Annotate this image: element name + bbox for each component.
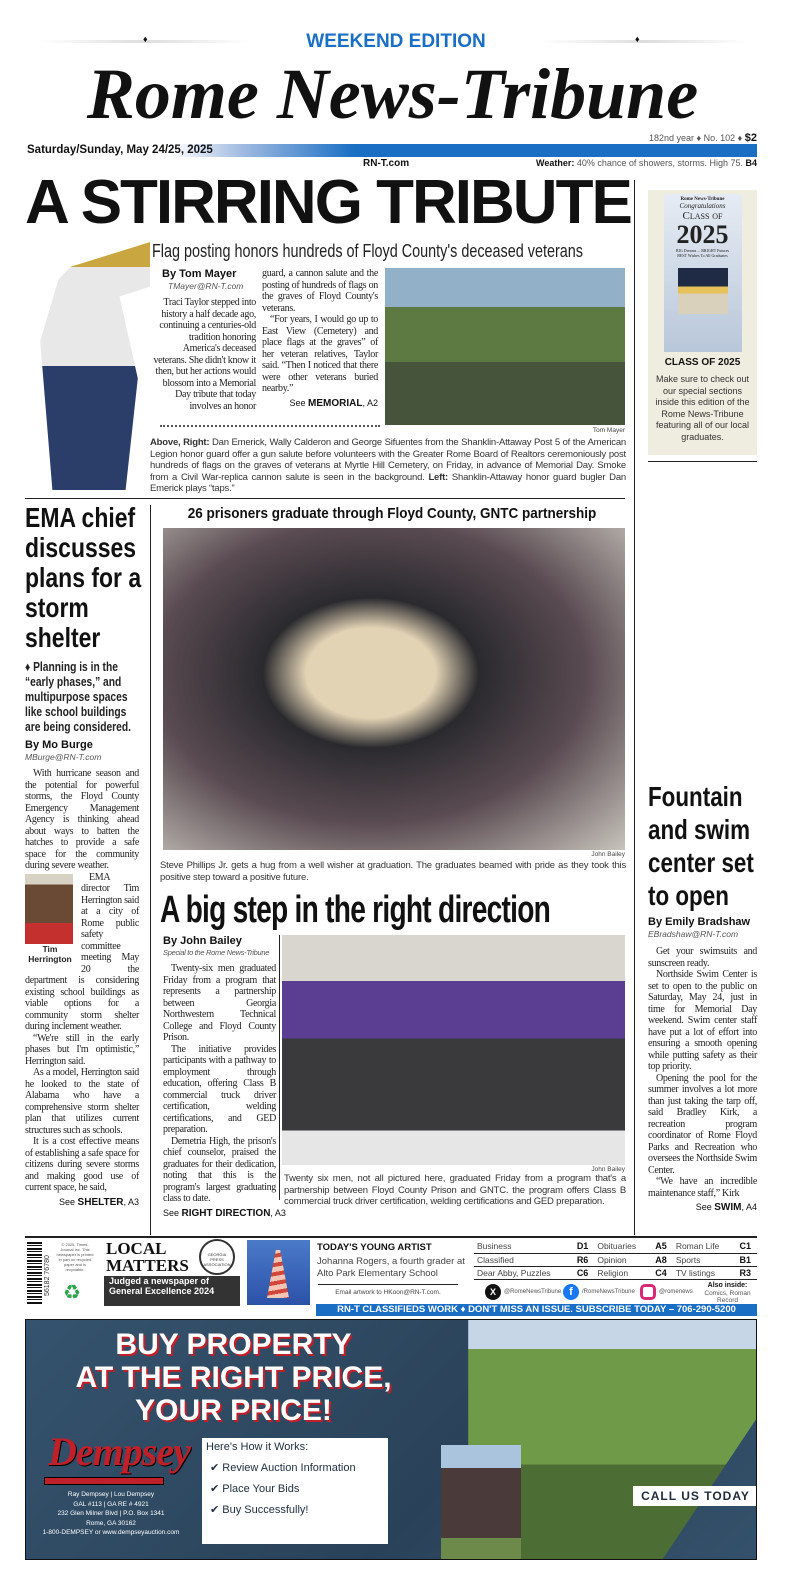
- photo-credit: John Bailey: [591, 851, 625, 858]
- artist-rule: [318, 1284, 458, 1285]
- lead-subhead: Flag posting honors hundreds of Floyd County's deceased veterans: [152, 241, 584, 261]
- index-item[interactable]: Roman Life: [673, 1240, 732, 1253]
- tim-herrington-mugshot: [25, 874, 73, 944]
- issue-date: Saturday/Sunday, May 24/25, 2025: [27, 144, 213, 156]
- website-link[interactable]: RN-T.com: [363, 158, 410, 169]
- lead-body-col2: guard, a cannon salute and the posting of hundreds of flags on the graves of Floyd County's veterans. “For years, I would go up to East View (Cemetery) and place flags at the graves” of her veteran relatives, Taylor said. “Then I noticed that there were other veterans buried nearby.”: [262, 268, 378, 394]
- index-row: Classified R6 Opinion A8 Sports B1: [474, 1253, 757, 1266]
- dempsey-logo: Dempsey: [48, 1429, 190, 1474]
- young-artist-artwork: [247, 1240, 310, 1305]
- index-item[interactable]: Sports: [673, 1253, 732, 1266]
- swim-email[interactable]: EBradshaw@RN-T.com: [648, 929, 739, 939]
- general-excellence-award: Judged a newspaper of General Excellence 2024: [104, 1276, 240, 1306]
- social-x[interactable]: X @RomeNewsTribune: [485, 1284, 561, 1300]
- prisoners-kicker[interactable]: 26 prisoners graduate through Floyd County, GNTC partnership: [187, 505, 597, 522]
- social-instagram[interactable]: @romenews: [640, 1284, 693, 1300]
- check-circle-icon: ✔: [210, 1462, 220, 1474]
- x-icon: X: [485, 1284, 501, 1300]
- mansion-photo: [441, 1445, 521, 1560]
- ema-dek: ♦ Planning is in the “early phases,” and multipurpose spaces like school buildings are being considered.: [25, 660, 131, 734]
- index-item[interactable]: TV listings: [673, 1266, 732, 1279]
- diamond-icon: ♦: [143, 34, 148, 44]
- year-label: 182nd year: [648, 133, 695, 143]
- check-circle-icon: ✔: [210, 1504, 220, 1516]
- lead-body-col1: Traci Taylor stepped into history a half decade ago, continuing a centuries-old tradition honoring America's deceased veterans. She didn't know it then, but her actions would blossom into a Memorial Day tribute that today involves an honor: [153, 297, 256, 412]
- copyright-notice: © 2025, Times-Journal Inc. This newspaper is printed in part on recycled paper and is recyclable.: [56, 1242, 94, 1272]
- index-item[interactable]: Dear Abby, Puzzles: [474, 1266, 570, 1279]
- index-item[interactable]: Classified: [474, 1253, 570, 1266]
- column-divider: [279, 935, 280, 1200]
- class-of-2025-cover: Rome News-Tribune Congratulations Class of 2025 BIG Dreams ... BRIGHT Futures BEST Wishes To All Graduates: [664, 194, 742, 352]
- graduates-group-photo: [282, 935, 625, 1165]
- index-item[interactable]: Business: [474, 1240, 570, 1253]
- big-step-body: Twenty-six men graduated Friday from a program that represents a partnership between Georgia Northwestern Technical College and Floyd County Prison. The initiative provides participants with a pathway to employment through education, offering Class B commercial truck driver certification, welding certifications, and GED preparation. Demetria High, the prison's chief counselor, praised the graduates for their dedication, noting that this is the program's largest graduating class to date.: [163, 963, 276, 1204]
- gavel-icon: [44, 1477, 164, 1485]
- index-item[interactable]: Obituaries: [594, 1240, 648, 1253]
- column-divider: [634, 460, 635, 1235]
- mugshot-caption: Tim Herrington: [28, 943, 72, 964]
- graduation-hug-photo: [163, 528, 625, 850]
- barcode: [27, 1242, 42, 1304]
- big-step-credit-line: Special to the Rome News-Tribune: [163, 948, 270, 957]
- lead-byline: By Tom Mayer: [162, 268, 237, 280]
- hug-photo-caption: Steve Phillips Jr. gets a hug from a well wisher at graduation. The graduates beamed with pride as they took this positive step toward a positive future.: [160, 860, 626, 883]
- barcode-number: 56182 76780: [44, 1255, 51, 1296]
- instagram-icon: [640, 1284, 656, 1300]
- class-of-2025-promo[interactable]: [648, 190, 757, 455]
- ema-body: With hurricane season and the potential for powerful storms, the Floyd County Emergency Management Agency is thinking ahead about ways to batten the hatches to provide a safe space for the community during severe weather. Tim Herrington EMA director Tim Herrington said at a city of Rome public safety committee meeting May 20 the department is considering existing school buildings as viable options for a community storm shelter during inclement weather. “We're still in the early phases but I'm optimistic,” Herrington said. As a model, Herrington said he looked to the state of Alabama who have a comprehensive storm shelter plan that utilizes current structures such as schools. It is a cost effective means of establishing a safe space for citizens during severe storms and making good use of current space, he said,: [25, 768, 139, 1193]
- ad-contact: Ray Dempsey | Lou Dempsey GAL #113 | GA RE # 4921 232 Glen Milner Blvd | P.O. Box 1341 Rome, GA 30162 1-800-DEMPSEY or www.dempseyauction.com: [42, 1491, 180, 1536]
- column-divider: [150, 505, 151, 1235]
- promo-text: Make sure to check out our special sections inside this edition of the Rome News-Tribune featuring all of our local graduates.: [655, 374, 750, 442]
- index-item[interactable]: Religion: [594, 1266, 648, 1279]
- swim-column: [648, 916, 757, 1214]
- price: $2: [744, 132, 757, 144]
- swim-jump-link[interactable]: See SWIM, A4: [695, 1202, 757, 1213]
- ad-step: ✔ Place Your Bids: [210, 1483, 300, 1495]
- section-index: [474, 1240, 757, 1280]
- edition-label: WEEKEND EDITION: [306, 31, 486, 52]
- index-row: Business D1 Obituaries A5 Roman Life C1: [474, 1240, 757, 1253]
- social-facebook[interactable]: f /RomeNewsTribune: [563, 1284, 635, 1300]
- big-step-byline: By John Bailey: [163, 935, 242, 947]
- ad-headline: BUY PROPERTY AT THE RIGHT PRICE, YOUR PRICE!: [75, 1328, 392, 1427]
- ema-column: [25, 660, 139, 1209]
- check-circle-icon: ✔: [210, 1483, 220, 1495]
- ema-email[interactable]: MBurge@RN-T.com: [25, 752, 102, 762]
- facebook-icon: f: [563, 1284, 579, 1300]
- right-column-rule: [648, 461, 757, 462]
- young-artist-text: Johanna Rogers, a fourth grader at Alto Park Elementary School: [317, 1256, 465, 1279]
- issue-info: 182nd year ♦ No. 102 ♦ $2: [648, 132, 757, 144]
- issue-number: No. 102: [703, 133, 736, 143]
- artwork-submission-email[interactable]: Email artwork to HKoon@RN-T.com.: [335, 1289, 441, 1296]
- dempsey-auction-ad[interactable]: [25, 1319, 757, 1560]
- swim-headline[interactable]: Fountain and swim center set to open: [648, 781, 754, 911]
- memorial-jump-link[interactable]: See MEMORIAL, A2: [289, 397, 378, 409]
- press-association-seal: GEORGIA PRESS ASSOCIATION: [199, 1239, 235, 1275]
- newspaper-nameplate: Rome News-Tribune: [86, 54, 699, 134]
- section-divider: [25, 498, 625, 499]
- ad-step: ✔ Review Auction Information: [210, 1462, 356, 1474]
- honor-guard-photo: [385, 268, 625, 425]
- ema-headline[interactable]: EMA chief discusses plans for a storm shelter: [25, 502, 142, 653]
- photo-credit: John Bailey: [591, 1166, 625, 1173]
- ema-byline: By Mo Burge: [25, 739, 93, 751]
- call-us-button[interactable]: CALL US TODAY: [633, 1486, 757, 1506]
- local-matters-logo: LOCAL MATTERS: [106, 1239, 189, 1275]
- column-divider: [634, 180, 635, 460]
- lead-byline-block: [152, 268, 256, 412]
- footer-rule: [25, 1236, 757, 1238]
- photo-credit: Tom Mayer: [592, 427, 625, 434]
- graduation-cap-icon: [678, 268, 728, 314]
- recycle-icon: ♻: [63, 1282, 81, 1304]
- lead-email[interactable]: TMayer@RN-T.com: [168, 281, 244, 291]
- big-step-headline[interactable]: A big step in the right direction: [160, 889, 551, 931]
- lead-photo-caption: Above, Right: Dan Emerick, Wally Calderon and George Sifuentes from the Shanklin-Attaway Post 5 of the American Legion honor guard offer a gun salute before volunteers with the Greater Rome Board of Realtors ceremoniously post hundreds of flags on the graves of veterans at Myrtle Hill Cemetery, on Friday, in advance of Memorial Day. Smoke from a Civil War-replica cannon salute is seen in the background. Left: Shanklin-Attaway honor guard bugler Dan Emerick plays “taps.”: [150, 437, 626, 494]
- swim-body: Get your swimsuits and sunscreen ready. Northside Swim Center is set to open to the public on Saturday, May 24, just in time for Memorial Day weekend. Swim center staff have put a lot of effort into ensuring a smooth opening while putting safety as their top priority. Opening the pool for the summer involves a lot more than just taking the tarp off, said Bradley Kirk, a recreation program coordinator of Rome Floyd Parks and Recreation who oversees the Northside Swim Center. “We have an incredible maintenance staff,” Kirk: [648, 946, 757, 1199]
- young-artist-title: TODAY'S YOUNG ARTIST: [317, 1242, 432, 1253]
- lighthouse-drawing: [267, 1250, 289, 1298]
- mugshot-float: [25, 874, 77, 964]
- group-photo-caption: Twenty six men, not all pictured here, graduated Friday from a program that's a partnership between Floyd County Prison and GNTC. the program offers Class B commercial truck driver certification, welding certifications and GED preparation.: [284, 1173, 626, 1207]
- lead-headline[interactable]: A STIRRING TRIBUTE: [25, 168, 631, 237]
- also-inside: Also inside: Comics, Roman Record: [704, 1282, 751, 1304]
- big-step-column: [163, 935, 286, 1220]
- right-direction-jump-link[interactable]: See RIGHT DIRECTION, A3: [163, 1207, 286, 1219]
- ad-step: ✔ Buy Successfully!: [210, 1504, 309, 1516]
- subscribe-banner[interactable]: RN-T CLASSIFIEDS WORK ♦ DON'T MISS AN ISSUE. SUBSCRIBE TODAY – 706-290-5200: [316, 1304, 757, 1316]
- diamond-icon: ♦: [635, 34, 640, 44]
- promo-title: CLASS OF 2025: [664, 357, 741, 368]
- bugler-photo: [28, 242, 150, 490]
- lead-col2-block: [262, 268, 378, 410]
- shelter-jump-link[interactable]: See SHELTER, A3: [59, 1196, 139, 1208]
- index-item[interactable]: Opinion: [594, 1253, 648, 1266]
- swim-byline: By Emily Bradshaw: [648, 916, 751, 928]
- weather-info: Weather: 40% chance of showers, storms. High 75. B4: [536, 158, 757, 168]
- how-it-works-box: Here's How it Works: ✔ Review Auction Information ✔ Place Your Bids ✔ Buy Successfully!: [202, 1438, 388, 1544]
- index-row: Dear Abby, Puzzles C6 Religion C4 TV listings R3: [474, 1266, 757, 1279]
- dotted-divider: [160, 425, 380, 427]
